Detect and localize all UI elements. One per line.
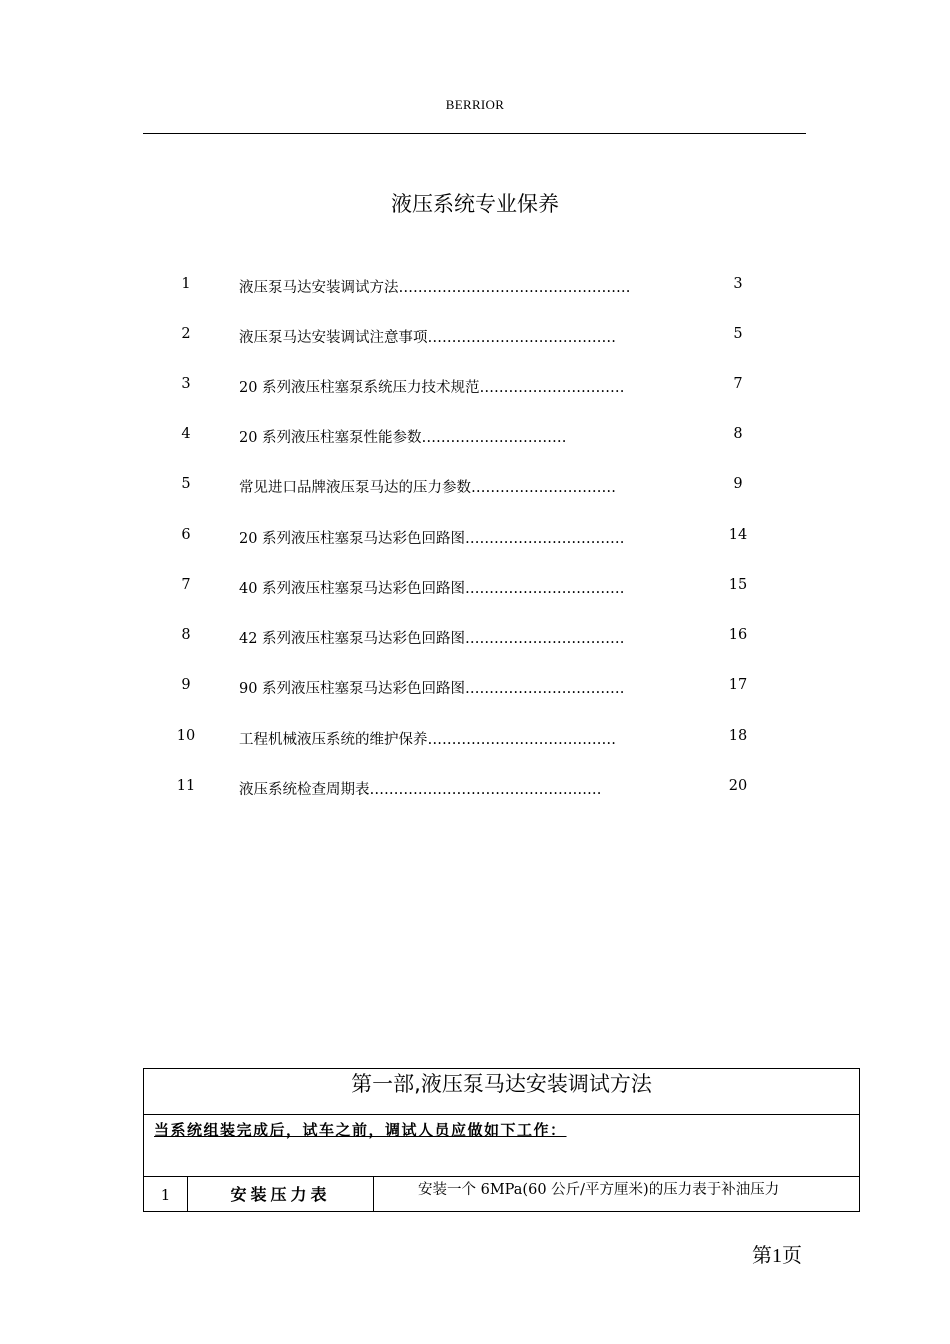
toc-number: 1: [181, 276, 191, 292]
toc-number: 11: [176, 778, 196, 794]
toc-text: 40 系列液压柱塞泵马达彩色回路图……………………………: [239, 581, 625, 597]
table-row: [144, 1177, 859, 1211]
section-table: [143, 1068, 860, 1212]
toc-text: 液压系统检查周期表…………………………………………: [239, 782, 602, 798]
toc-text: 工程机械液压系统的维护保养…………………………………: [239, 732, 616, 748]
toc-entry: [0, 276, 950, 306]
toc-entry: [0, 577, 950, 607]
section-title: 第一部,液压泵马达安装调试方法: [144, 1069, 859, 1115]
toc-page: 15: [728, 577, 748, 593]
toc-page: 5: [733, 326, 743, 342]
toc-entry: [0, 426, 950, 456]
row-item: 安装压力表: [188, 1177, 374, 1211]
toc-page: 14: [728, 527, 748, 543]
section-intro-row: [144, 1115, 859, 1177]
toc-number: 4: [181, 426, 191, 442]
toc-number: 2: [181, 326, 191, 342]
row-number: 1: [144, 1177, 188, 1211]
toc-entry: [0, 627, 950, 657]
toc-text: 42 系列液压柱塞泵马达彩色回路图……………………………: [239, 631, 625, 647]
toc-text: 20 系列液压柱塞泵系统压力技术规范…………………………: [239, 380, 625, 396]
toc-text: 液压泵马达安装调试方法…………………………………………: [239, 280, 631, 296]
toc-entry: [0, 778, 950, 808]
toc-number: 5: [181, 476, 191, 492]
toc-entry: [0, 476, 950, 506]
toc-page: 9: [733, 476, 743, 492]
row-description: 安装一个 6MPa(60 公斤/平方厘米)的压力表于补油压力: [418, 1182, 780, 1198]
toc-text: 90 系列液压柱塞泵马达彩色回路图……………………………: [239, 681, 625, 697]
toc-page: 16: [728, 627, 748, 643]
toc-page: 3: [733, 276, 743, 292]
toc-number: 6: [181, 527, 191, 543]
toc-page: 8: [733, 426, 743, 442]
toc-entry: [0, 677, 950, 707]
toc-number: 7: [181, 577, 191, 593]
toc-number: 3: [181, 376, 191, 392]
toc-page: 7: [733, 376, 743, 392]
toc-number: 10: [176, 728, 196, 744]
toc-number: 8: [181, 627, 191, 643]
toc-page: 18: [728, 728, 748, 744]
document-title: 液压系统专业保养: [391, 192, 559, 216]
toc-text: 20 系列液压柱塞泵马达彩色回路图……………………………: [239, 531, 625, 547]
toc-text: 20 系列液压柱塞泵性能参数…………………………: [239, 430, 567, 446]
toc-entry: [0, 728, 950, 758]
header-company: BERRIOR: [445, 97, 505, 112]
toc-text: 常见进口品牌液压泵马达的压力参数…………………………: [239, 480, 616, 496]
page-number: 第1页: [752, 1245, 802, 1267]
toc-entry: [0, 326, 950, 356]
toc-page: 17: [728, 677, 748, 693]
toc-page: 20: [728, 778, 748, 794]
toc-text: 液压泵马达安装调试注意事项…………………………………: [239, 330, 616, 346]
toc-entry: [0, 376, 950, 406]
toc-number: 9: [181, 677, 191, 693]
section-intro: 当系统组装完成后，试车之前，调试人员应做如下工作：: [154, 1121, 567, 1139]
toc-entry: [0, 527, 950, 557]
header-divider: [143, 133, 806, 134]
